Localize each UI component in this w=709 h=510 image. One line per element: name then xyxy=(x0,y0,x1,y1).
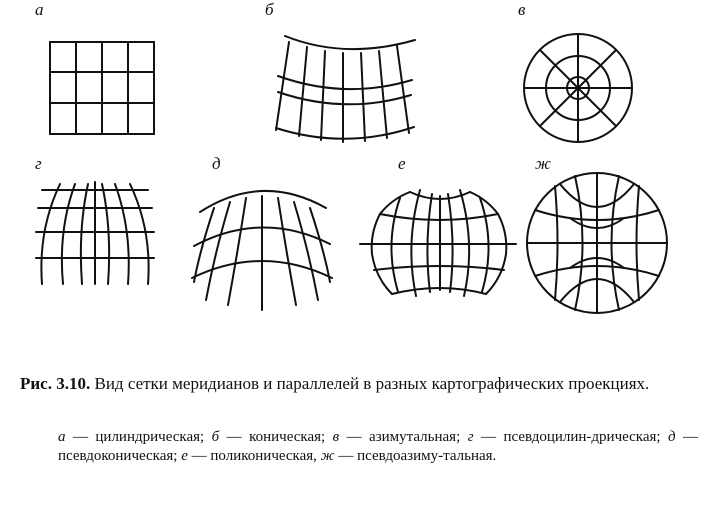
grid-cylindrical xyxy=(50,42,154,134)
legend-text-a: — цилиндрическая; xyxy=(72,429,205,445)
grid-pseudoconical xyxy=(192,191,332,310)
panel-label-g: г xyxy=(35,154,42,173)
legend-letter-zh: ж xyxy=(320,448,335,464)
grid-azimuthal xyxy=(524,34,632,142)
legend-letter-a: а xyxy=(58,429,66,445)
panel-label-zh: ж xyxy=(535,154,551,173)
legend-letter-v: в xyxy=(332,429,340,445)
grid-conical xyxy=(276,36,415,142)
figure-title: Вид сетки меридианов и параллелей в разных картографических проекциях. xyxy=(94,374,650,393)
grid-polyconical xyxy=(360,190,516,296)
figure-caption xyxy=(20,374,700,394)
legend-text-d: — псевдоконическая; xyxy=(58,429,699,464)
legend-letter-g: г xyxy=(467,429,474,445)
figure-legend xyxy=(58,428,698,466)
legend-text-zh: — псевдоазиму-тальная. xyxy=(338,448,497,464)
panel-label-a: а xyxy=(35,0,44,19)
grid-pseudoazimuthal xyxy=(527,173,667,313)
legend-text-e: — поликоническая, xyxy=(191,448,317,464)
figure-number: Рис. 3.10. xyxy=(20,374,91,393)
panel-label-b: б xyxy=(265,0,274,19)
legend-letter-e: е xyxy=(181,448,188,464)
grid-pseudocylindrical xyxy=(36,182,154,284)
legend-text-v: — азимутальная; xyxy=(346,429,461,445)
panel-label-d: д xyxy=(212,154,221,173)
legend-text-b: — коническая; xyxy=(226,429,326,445)
legend-letter-b: б xyxy=(211,429,220,445)
legend-letter-d: д xyxy=(668,429,676,445)
panel-label-v: в xyxy=(518,0,526,19)
panel-label-e: е xyxy=(398,154,406,173)
legend-text-g: — псевдоцилин-дрическая; xyxy=(481,429,661,445)
